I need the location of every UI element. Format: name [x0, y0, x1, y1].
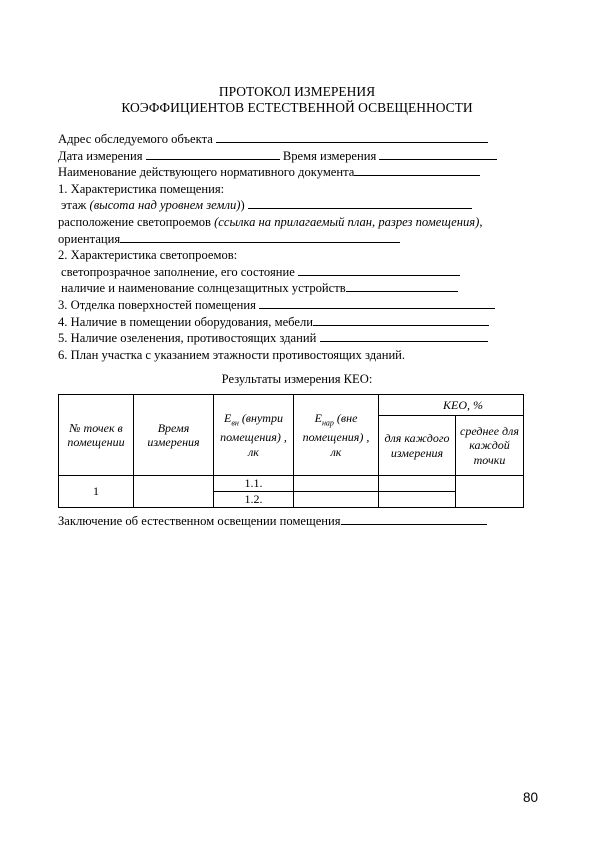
glazing-label: светопрозрачное заполнение, его состояние — [61, 264, 295, 279]
norm-doc-line — [58, 164, 538, 181]
finishing-line — [58, 297, 538, 314]
orientation-line — [58, 231, 538, 248]
time-label: Время измерения — [282, 148, 377, 163]
floor-line: этаж (высота над уровнем земли)) — [58, 197, 538, 214]
address-label: Адрес обследуемого объекта — [58, 132, 213, 146]
keo-avg-cell[interactable] — [456, 476, 524, 508]
keo-each-cell[interactable] — [379, 476, 456, 492]
conclusion-line — [58, 513, 487, 529]
conclusion-label: Заключение об естественном освещении помещения — [58, 514, 341, 528]
header-e-inside: $E_{вн}$ (внутри помещения) , лк — [214, 395, 294, 476]
e-outside-cell[interactable] — [294, 492, 379, 508]
openings-location-note: (ссылка на прилагаемый план, разрез помещения) — [214, 214, 480, 229]
header-keo: КЕО, % — [379, 395, 524, 416]
equipment-line — [58, 314, 538, 331]
orientation-blank[interactable] — [120, 231, 400, 243]
point-number-cell: 1 — [59, 476, 134, 508]
greenery-blank[interactable] — [320, 330, 488, 342]
table-row — [59, 476, 524, 492]
norm-doc-label: Наименование действующего нормативного документа — [58, 165, 355, 180]
title-line-2: КОЭФФИЦИЕНТОВ ЕСТЕСТВЕННОЙ ОСВЕЩЕННОСТИ — [121, 100, 473, 115]
greenery-label: 5. Наличие озеленения, противостоящих зданий — [58, 331, 317, 346]
floor-label: этаж — [61, 198, 87, 213]
norm-doc-blank[interactable] — [354, 164, 480, 176]
header-keo-avg: среднее для каждой точки — [456, 416, 524, 476]
sun-protection-blank[interactable] — [346, 280, 458, 292]
measurement-cell: 1.1. — [214, 476, 294, 492]
glazing-line — [58, 264, 538, 281]
time-blank[interactable] — [379, 148, 497, 160]
form-fields — [58, 131, 538, 363]
equipment-label: 4. Наличие в помещении оборудования, мебели — [58, 314, 314, 329]
openings-char-heading: 2. Характеристика светопроемов: — [58, 248, 238, 263]
sun-protection-line — [58, 280, 538, 297]
address-line — [58, 131, 538, 148]
measurement-cell: 1.2. — [214, 492, 294, 508]
greenery-line — [58, 330, 538, 347]
document-title — [0, 84, 594, 116]
title-line-1: ПРОТОКОЛ ИЗМЕРЕНИЯ — [218, 84, 376, 99]
header-point-no: № точек в помещении — [59, 395, 134, 476]
date-blank[interactable] — [146, 148, 280, 160]
floor-blank[interactable] — [248, 197, 472, 209]
room-char-heading: 1. Характеристика помещения: — [58, 181, 225, 196]
address-blank[interactable] — [216, 131, 488, 143]
finishing-label: 3. Отделка поверхностей помещения — [58, 297, 256, 312]
header-e-outside: $E_{нар}$ (вне помещения) , лк — [294, 395, 379, 476]
conclusion-blank[interactable] — [341, 513, 487, 525]
header-time: Время измерения — [134, 395, 214, 476]
date-label: Дата измерения — [58, 148, 143, 163]
openings-location-line: расположение светопроемов (ссылка на прилагаемый план, разрез помещения), — [58, 214, 483, 229]
keo-each-cell[interactable] — [379, 492, 456, 508]
date-time-line — [58, 148, 538, 165]
header-keo-each: для каждого измерения — [379, 416, 456, 476]
openings-location-label: расположение светопроемов — [58, 214, 211, 229]
results-title: Результаты измерения КЕО: — [221, 372, 373, 386]
e-outside-cell[interactable] — [294, 476, 379, 492]
finishing-blank[interactable] — [259, 297, 495, 309]
floor-note: (высота над уровнем земли) — [89, 198, 241, 213]
equipment-blank[interactable] — [313, 314, 489, 326]
time-cell[interactable] — [134, 476, 214, 508]
orientation-label: ориентация — [58, 231, 121, 246]
page-number: 80 — [523, 790, 539, 805]
site-plan-line: 6. План участка с указанием этажности противостоящих зданий. — [58, 347, 406, 362]
glazing-blank[interactable] — [298, 264, 460, 276]
sun-protection-label: наличие и наименование солнцезащитных устройств — [61, 281, 346, 296]
results-table — [58, 394, 524, 508]
